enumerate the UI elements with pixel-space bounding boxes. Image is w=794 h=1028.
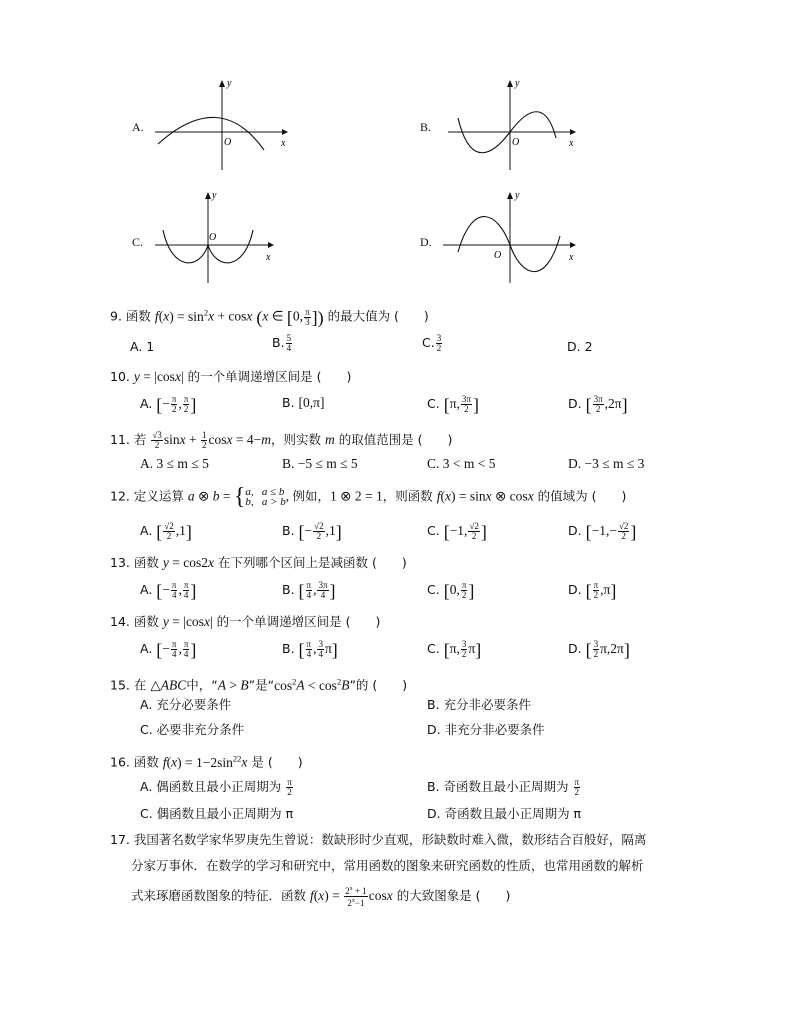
option-b[interactable]: B. −5 ≤ m ≤ 5 [282,456,358,471]
option-c[interactable]: C. $\frac{3}{2}$ [422,333,442,353]
option-b[interactable]: B. $\frac{5}{4}$ [272,333,292,353]
graph-c-plot [130,190,300,285]
option-a[interactable]: A. [ $\frac{√2}{2}$ ,1] [140,521,192,542]
question-number: 9. [110,308,122,324]
option-b[interactable]: B. 充分非必要条件 [427,697,532,712]
option-b[interactable]: B. 奇函数且最小正周期为 $\frac{\pi}{2}$ [427,777,580,797]
y-axis-label: y [515,78,520,89]
option-b[interactable]: B. [0,π] [282,395,325,410]
option-a[interactable]: A. [− $\frac{\pi}{4}$ , $\frac{\pi}{4}$ ] [140,639,197,660]
option-letter: C. [132,235,144,249]
option-d[interactable]: D. 2 [567,339,593,354]
option-b[interactable]: B. [ $\frac{\pi}{4}$ , $\frac{3\pi}{4}$ ] [282,580,336,601]
y-axis-label: y [515,190,520,201]
option-c[interactable]: C. [−1, $\frac{√2}{2}$ ] [427,521,487,542]
question-number: 17. [110,832,130,847]
option-d[interactable]: D. [−1,− $\frac{√2}{2}$ ] [568,521,637,542]
question-number: 14. [110,614,130,629]
option-c[interactable]: C. 3 < m < 5 [427,456,496,471]
graph-b-plot [418,78,588,173]
option-a[interactable]: A. [− $\frac{\pi}{4}$ , $\frac{\pi}{4}$ ] [140,580,197,601]
x-axis-label: x [266,252,271,263]
x-axis-label: x [569,252,574,263]
option-b[interactable]: B. [− $\frac{√2}{2}$ ,1] [282,521,342,542]
option-b[interactable]: B. [ $\frac{\pi}{4}$ , $\frac{3}{4}$ π] [282,639,338,660]
question-17-line-2: 分家万事休．在数学的学习和研究中，常用函数的图象来研究函数的性质，也常用函数的解析 [131,858,644,873]
graph-option-c[interactable] [130,190,300,285]
graph-option-b[interactable] [418,78,588,173]
origin-label: O [209,232,217,243]
option-d[interactable]: D. −3 ≤ m ≤ 3 [568,456,645,471]
origin-label: O [494,250,502,261]
option-c[interactable]: C. 偶函数且最小正周期为 π [140,806,294,821]
question-number: 12. [110,488,130,504]
graph-a-plot [130,78,300,173]
x-axis-label: x [281,138,286,149]
x-axis-label: x [569,138,574,149]
question-9-stem: 9. 函数 $f(x) = \sin^2x + \cos x$ (x ∈ [0, $\frac{\pi}{3}$ ]) 的最大值为 ( ) [110,306,429,328]
option-d[interactable]: D. [ $\frac{\pi}{2}$ ,π] [568,580,617,601]
question-11-stem: 11. 若 $\frac{√3}{2}$ sinx + $\frac{1}{2}$ cosx = 4−m，则实数 m 的取值范围是 ( ) [110,430,453,450]
option-letter: B. [420,120,432,134]
y-axis-label: y [227,78,232,89]
option-a[interactable]: A. 充分必要条件 [140,697,232,712]
option-a[interactable]: A. 1 [130,339,155,354]
graph-option-d[interactable] [418,190,588,285]
option-d[interactable]: D. 非充分非必要条件 [427,722,545,737]
origin-label: O [224,137,232,148]
option-a[interactable]: A. 偶函数且最小正周期为 $\frac{\pi}{2}$ [140,777,292,797]
question-number: 13. [110,555,130,570]
question-13-stem: 13. 函数 y = cos2x 在下列哪个区间上是减函数 ( ) [110,555,407,570]
question-number: 10. [110,369,130,384]
y-axis-label: y [212,190,217,201]
question-15-stem: 15. 在 △ABC中，“A > B”是“$\cos^2A < \cos^2B$”的 ( ) [110,676,408,693]
option-d[interactable]: D. [ $\frac{3}{2}$ π,2π] [568,639,630,660]
option-letter: D. [420,235,432,249]
option-c[interactable]: C. 必要非充分条件 [140,722,245,737]
question-17-line-1: 17. 我国著名数学家华罗庚先生曾说：数缺形时少直观，形缺数时难入微，数形结合百般好，隔离 [110,832,647,847]
question-number: 16. [110,754,130,770]
option-d[interactable]: D. [ $\frac{3\pi}{2}$ ,2π] [568,394,628,415]
graph-option-a[interactable] [130,78,300,173]
graph-d-plot [418,190,588,285]
option-c[interactable]: C. [π, $\frac{3}{2}$ π] [427,639,482,660]
option-d[interactable]: D. 奇函数且最小正周期为 π [427,806,582,821]
question-number: 15. [110,677,130,693]
option-c[interactable]: C. [π, $\frac{3\pi}{2}$ ] [427,394,479,415]
question-10-stem: 10. y = |cosx| 的一个单调递增区间是 ( ) [110,369,352,384]
question-12-stem: 12. 定义运算 a ⊗ b = {a, a ≤ b b, a > b, 例如，1 ⊗ 2 = 1，则函数 f(x) = sinx ⊗ cosx 的值域为 ( ) [110,484,627,510]
question-17-line-3: 式来琢磨函数图象的特征．函数 f(x) = $\frac{2^x + 1}{2^x-1}$ cosx 的大致图象是 ( ) [131,886,511,908]
option-c[interactable]: C. [0, $\frac{\pi}{2}$ ] [427,580,475,601]
question-14-stem: 14. 函数 y = |cosx| 的一个单调递增区间是 ( ) [110,614,381,629]
option-letter: A. [132,120,144,134]
question-16-stem: 16. 函数 $f(x) = 1-2\sin^{22}x$ 是 ( ) [110,753,303,770]
option-a[interactable]: A. 3 ≤ m ≤ 5 [140,456,209,471]
option-a[interactable]: A. [− $\frac{\pi}{2}$ , $\frac{\pi}{2}$ ] [140,394,197,415]
question-number: 11. [110,432,130,447]
origin-label: O [512,137,520,148]
